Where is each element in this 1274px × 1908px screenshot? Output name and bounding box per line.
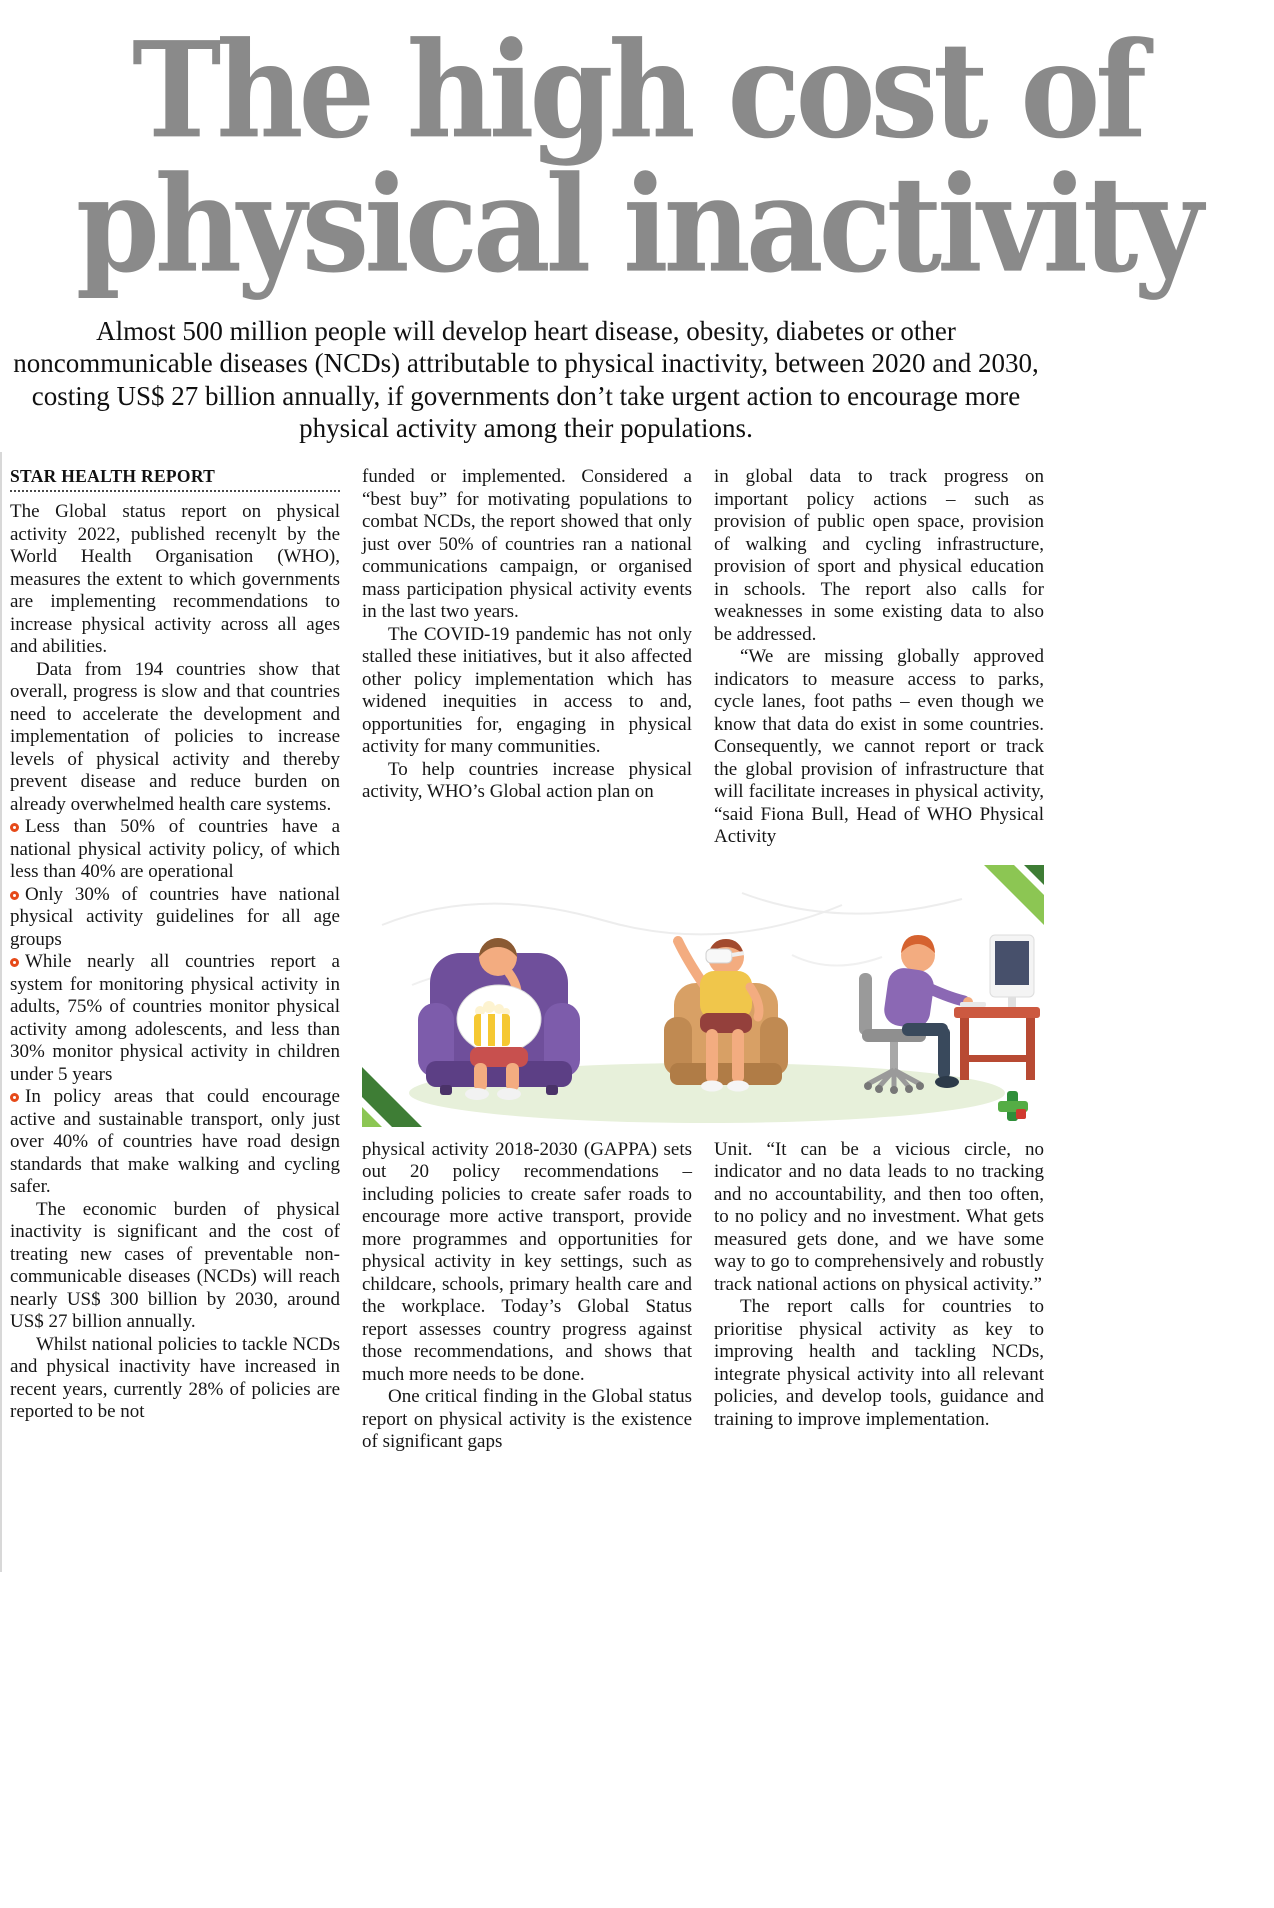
column-2-top: [362, 466, 692, 849]
columns-2-3-bottom: [362, 1139, 1044, 1454]
paragraph: physical activity 2018-2030 (GAPPA) sets out 20 policy recommendations – including policies to create safer roads to encourage more active transport, provide more programmes and opportunities for physical activity in key settings, such as childcare, schools, primary health care and the workplace. Today’s Global Status report assesses country progress against those recommendations, and shows that much more needs to be done.: [362, 1138, 692, 1385]
title-line-1: The high cost of: [132, 13, 1142, 169]
bullet-icon: [10, 823, 19, 832]
paragraph: Whilst national policies to tackle NCDs and physical inactivity have increased in recent years, currently 28% of policies are reported to be not: [10, 1333, 340, 1423]
columns-2-3-top: [362, 466, 1044, 849]
paragraph: One critical finding in the Global status report on physical activity is the existence of significant gaps: [362, 1386, 692, 1453]
illustration-svg: [362, 865, 1044, 1127]
vr-man: [664, 939, 788, 1092]
columns-2-3: [362, 466, 1044, 1454]
column-2-bottom: [362, 1139, 692, 1454]
paragraph: “We are missing globally approved indicators to measure access to parks, cycle lanes, foot paths – even though we know that data do exist in some countries. Consequently, we cannot report or track the global provision of infrastructure that will facilitate increases in physical activity, “said Fiona Bull, Head of WHO Physical Activity: [714, 646, 1044, 848]
bullet-icon: [10, 891, 19, 900]
paragraph: The economic burden of physical inactivity is significant and the cost of treating new cases of preventable non-communicable diseases (NCDs) will reach nearly US$ 300 billion by 2030, around US$ 27 billion annually.: [10, 1198, 340, 1333]
standfirst: Almost 500 million people will develop heart disease, obesity, diabetes or other noncommunicable diseases (NCDs) attributable to physical inactivity, between 2020 and 2030, costing US$ 27 billion annually, if governments don’t take urgent action to encourage more physical activity among their populations.: [13, 315, 1039, 443]
bullet-text: Less than 50% of countries have a national physical activity policy, of which less than 40% are operational: [10, 816, 340, 883]
bullet-text: While nearly all countries report a system for monitoring physical activity in adults, 75% of countries monitor physical activity among adolescents, and less than 30% monitor physical activity in children under 5 years: [10, 951, 340, 1085]
article-title: [0, 0, 1274, 303]
paragraph: To help countries increase physical activity, WHO’s Global action plan on: [362, 758, 692, 803]
column-1: [10, 466, 340, 1454]
couch-man: [418, 938, 580, 1100]
title-line-2: physical inactivity: [75, 147, 1199, 303]
paragraph: The report calls for countries to prioritise physical activity as key to improving health and tackling NCDs, integrate physical activity into all relevant policies, and develop tools, guidance and training to improve implementation.: [714, 1296, 1044, 1430]
paragraph: Data from 194 countries show that overall, progress is slow and that countries need to accelerate the development and implementation of policies to increase levels of physical activity and thereby prevent disease and reduce burden on already overwhelmed health care systems.: [10, 658, 340, 815]
bullet-icon: [10, 958, 19, 967]
paragraph: funded or implemented. Considered a “best buy” for motivating populations to combat NCDs, the report showed that only just over 50% of countries ran a national communications campaign, or organised mass participation physical activity events in the last two years.: [362, 466, 692, 623]
corner-ribbon-top-right: [984, 865, 1044, 925]
bullet-item: [10, 951, 340, 1086]
article-body: [0, 466, 1274, 1454]
bullet-item: [10, 884, 340, 952]
bullet-icon: [10, 1093, 19, 1102]
paragraph: The Global status report on physical activity 2022, published recenylt by the World Health Organisation (WHO), measures the extent to which governments are implementing recommendations to increase physical activity across all ages and abilities.: [10, 501, 340, 658]
bullet-text: Only 30% of countries have national physical activity guidelines for all age groups: [10, 883, 340, 950]
bullet-text: In policy areas that could encourage active and sustainable transport, only just over 40% of countries have road design standards that make walking and cycling safer.: [10, 1086, 340, 1198]
bullet-item: [10, 1086, 340, 1199]
paragraph: in global data to track progress on important policy actions – such as provision of public open space, provision of walking and cycling infrastructure, provision of sport and physical education in schools. The report also calls for weaknesses in some existing data to also be addressed.: [714, 466, 1044, 645]
bullet-item: [10, 816, 340, 884]
byline-divider: [10, 490, 340, 492]
column-3-bottom: [714, 1139, 1044, 1454]
page-edge-line: [0, 452, 2, 1572]
byline: STAR HEALTH REPORT: [10, 466, 216, 487]
sedentary-lifestyle-illustration: [362, 865, 1044, 1127]
paragraph: Unit. “It can be a vicious circle, no indicator and no data leads to no tracking and no accountability, and then too often, to no policy and no investment. What gets measured gets done, and we have some way to go to comprehensively and robustly track national actions on physical activity.”: [714, 1138, 1044, 1295]
paragraph: The COVID-19 pandemic has not only stalled these initiatives, but it also affected other policy implementation which has widened inequities in access to and, opportunities for, engaging in physical activity for many communities.: [362, 623, 692, 758]
column-3-top: [714, 466, 1044, 849]
